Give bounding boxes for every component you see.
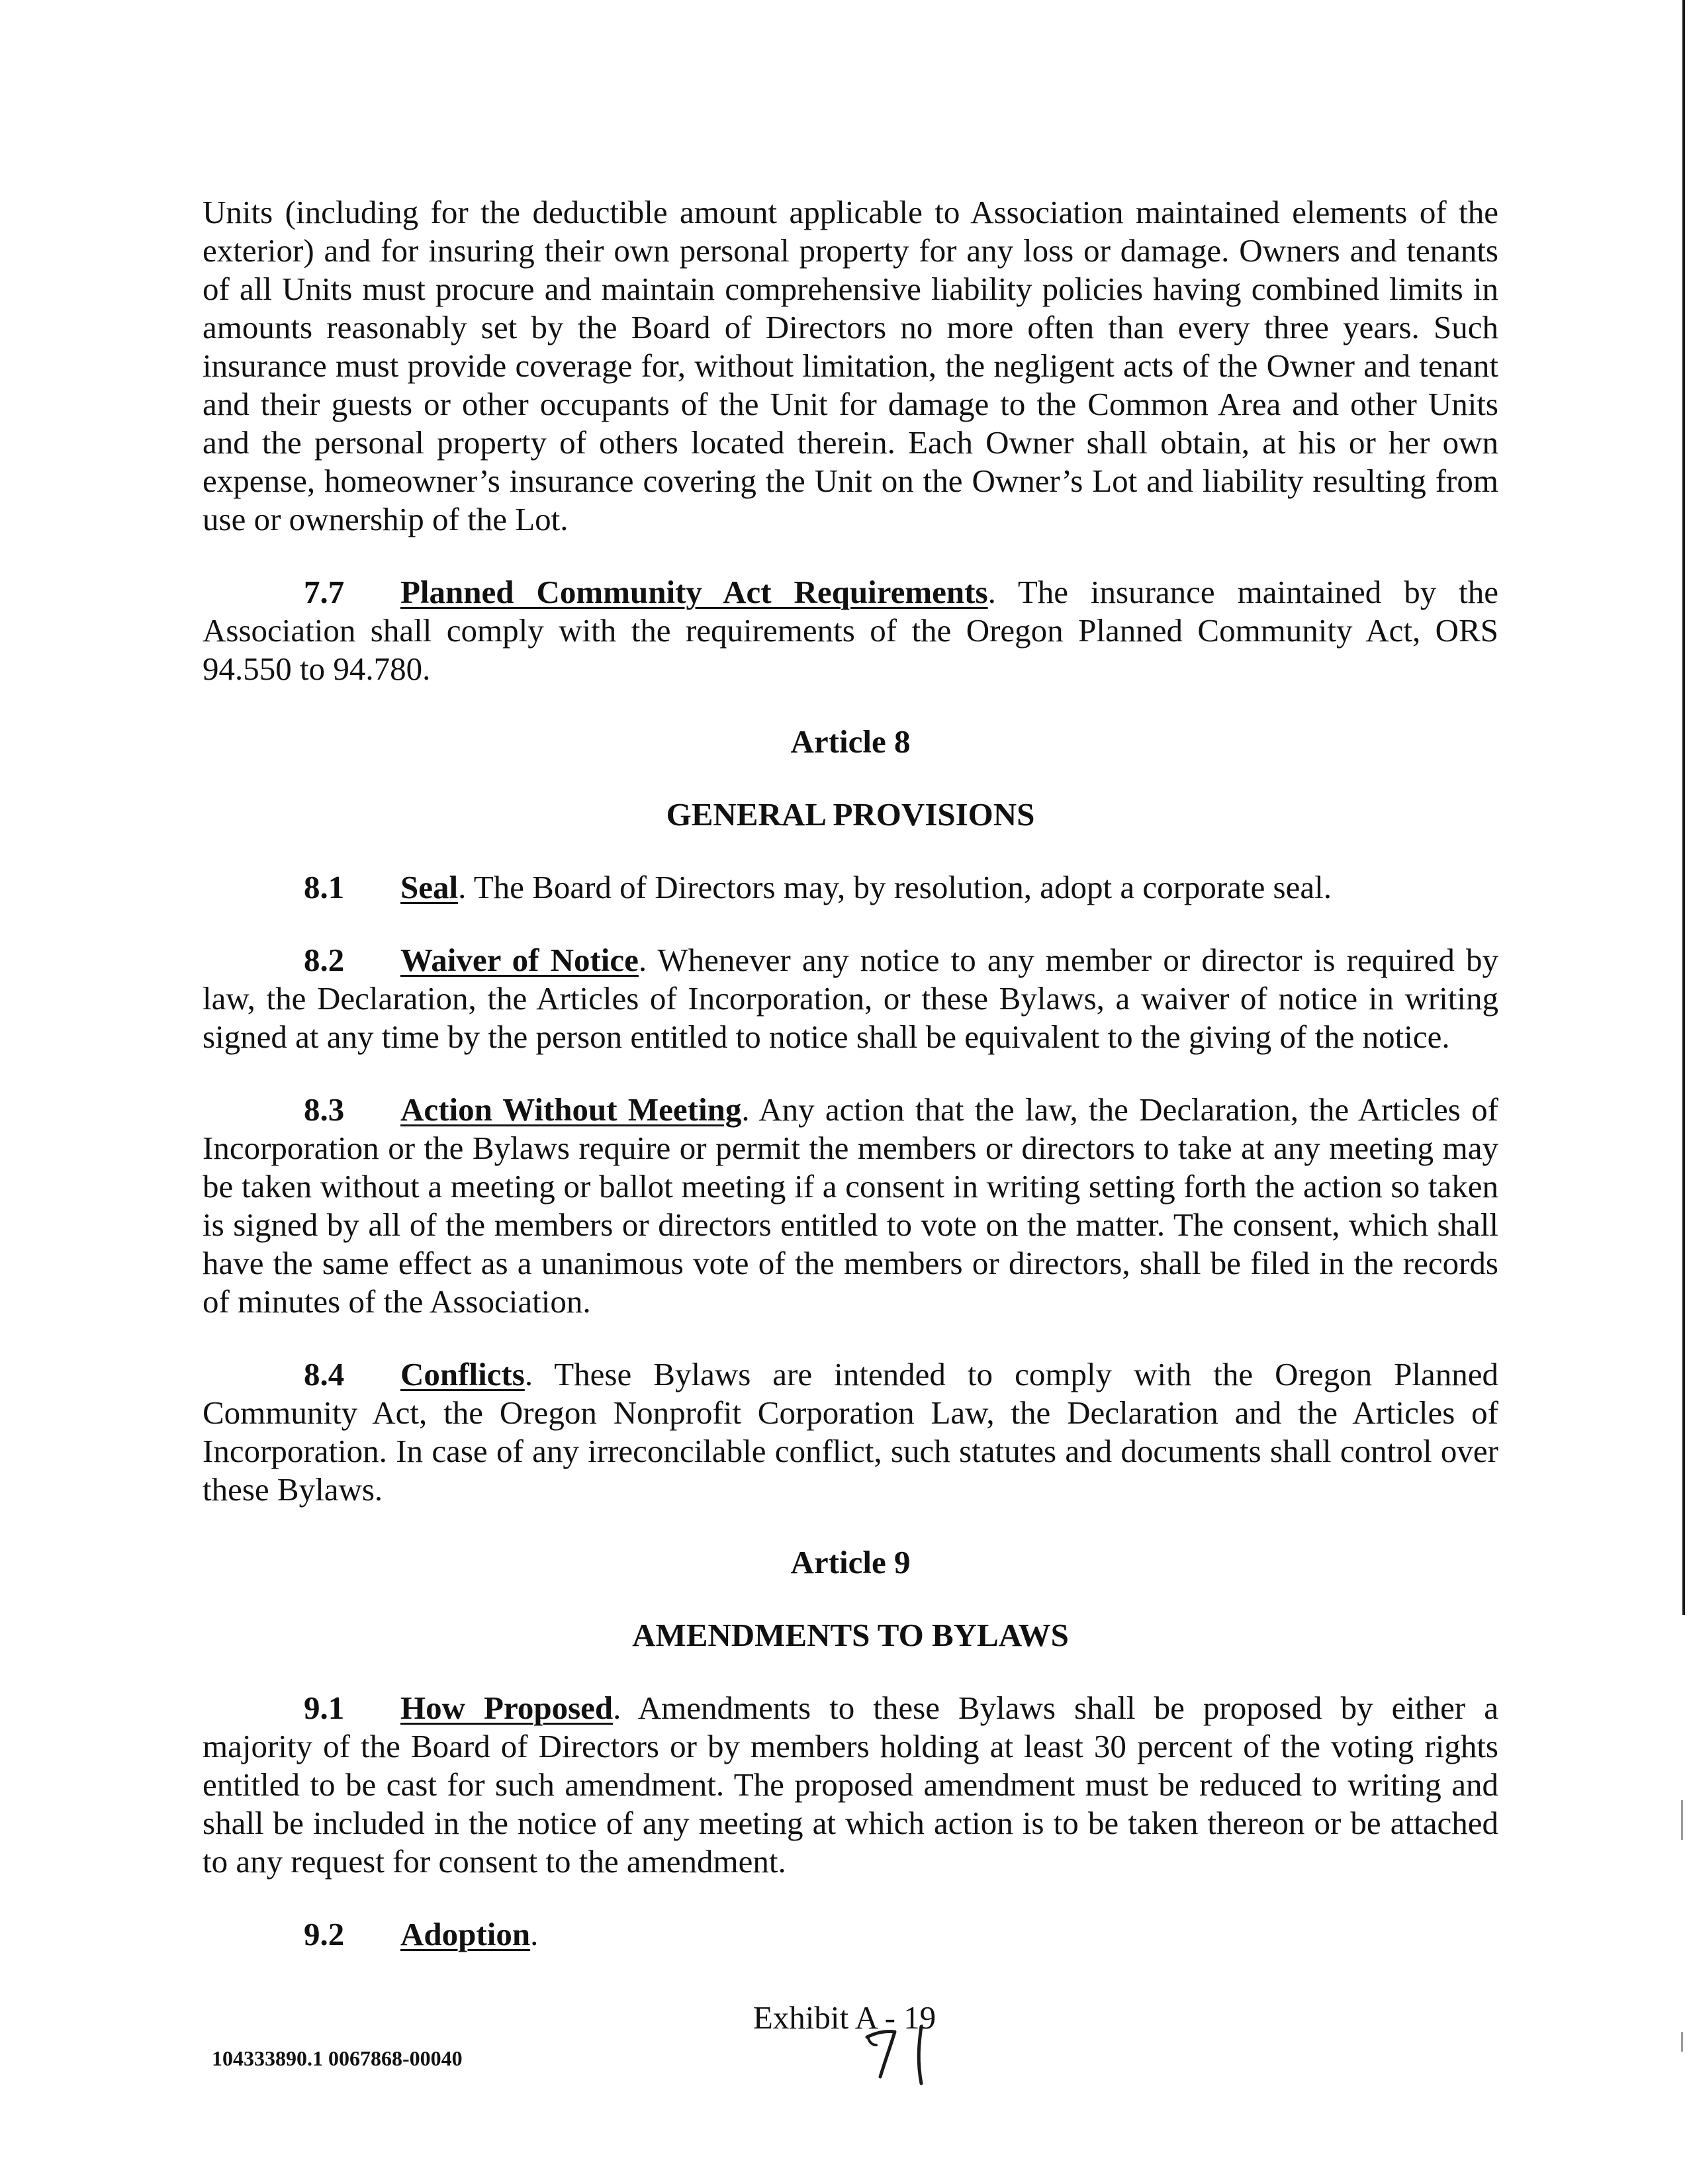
section-number: 8.1 <box>304 869 345 905</box>
section-8-4 <box>203 1355 1498 1509</box>
document-number: 104333890.1 0067868-00040 <box>212 2046 463 2070</box>
section-title: Seal <box>400 869 459 905</box>
section-title: How Proposed <box>400 1690 614 1726</box>
section-title: Action Without Meeting <box>400 1091 742 1128</box>
section-text: . <box>530 1916 539 1952</box>
scan-speck <box>1681 1800 1683 1840</box>
document-body <box>203 193 1498 1988</box>
article-8-title: GENERAL PROVISIONS <box>666 796 1035 833</box>
section-8-1 <box>203 868 1498 907</box>
section-title: Waiver of Notice <box>400 942 639 978</box>
section-number: 9.1 <box>304 1690 345 1726</box>
section-title: Adoption <box>400 1916 531 1952</box>
article-9-title: AMENDMENTS TO BYLAWS <box>632 1617 1069 1653</box>
section-text: . The Board of Directors may, by resolution, adopt a corporate seal. <box>458 869 1332 905</box>
section-number: 8.2 <box>304 942 345 978</box>
section-title: Planned Community Act Requirements <box>400 574 988 610</box>
exhibit-page-label: Exhibit A - 19 <box>753 1999 936 2036</box>
section-8-3 <box>203 1091 1498 1321</box>
section-title: Conflicts <box>400 1356 525 1392</box>
section-number: 8.4 <box>304 1356 345 1392</box>
section-9-2 <box>203 1915 1498 1954</box>
paragraph-units-insurance: Units (including for the deductible amount applicable to Association maintained elements of the exterior) and for insuring their own personal property for any loss or damage. Owners and tenants of all Units must procure and maintain comprehensive liability policies having combined limits in amounts reasonably set by the Board of Directors no more often than every three years. Such insurance must provide coverage for, without limitation, the negligent acts of the Owner and tenant and their guests or other occupants of the Unit for damage to the Common Area and other Units and the personal property of others located therein. Each Owner shall obtain, at his or her own expense, homeowner’s insurance covering the Unit on the Owner’s Lot and liability resulting from use or ownership of the Lot. <box>203 194 1498 537</box>
section-text: . The insurance maintained by the Association shall comply with the requirements of the Oregon Planned Community Act, ORS 94.550 to 94.780. <box>203 574 1498 687</box>
section-number: 7.7 <box>304 574 345 610</box>
article-9-heading: Article 9 <box>790 1544 911 1580</box>
section-9-1 <box>203 1689 1498 1881</box>
section-text: . Any action that the law, the Declaration, the Articles of Incorporation or the Bylaws require or permit the members or directors to take at any meeting may be taken without a meeting or ballot meeting if a consent in writing setting forth the action so taken is signed by all of the members or directors entitled to vote on the matter. The consent, which shall have the same effect as a unanimous vote of the members or directors, shall be filed in the records of minutes of the Association. <box>203 1091 1498 1320</box>
section-8-2 <box>203 941 1498 1056</box>
section-7-7 <box>203 573 1498 688</box>
section-text: . Amendments to these Bylaws shall be proposed by either a majority of the Board of Directors or by members holding at least 30 percent of the voting rights entitled to be cast for such amendment. The proposed amendment must be reduced to writing and shall be included in the notice of any meeting at which action is to be taken thereon or be attached to any request for consent to the amendment. <box>203 1690 1498 1880</box>
section-number: 8.3 <box>304 1091 345 1128</box>
page-edge-line <box>1682 0 1685 1615</box>
article-8-heading: Article 8 <box>790 723 911 760</box>
section-text: . Whenever any notice to any member or director is required by law, the Declaration, the Articles of Incorporation, or these Bylaws, a waiver of notice in writing signed at any time by the person entitled to notice shall be equivalent to the giving of the notice. <box>203 942 1498 1055</box>
section-text: . These Bylaws are intended to comply with the Oregon Planned Community Act, the Oregon Nonprofit Corporation Law, the Declaration and the Articles of Incorporation. In case of any irreconcilable conflict, such statutes and documents shall control over these Bylaws. <box>203 1356 1498 1508</box>
section-number: 9.2 <box>304 1916 345 1952</box>
handwritten-page-number-71 <box>860 2019 953 2091</box>
